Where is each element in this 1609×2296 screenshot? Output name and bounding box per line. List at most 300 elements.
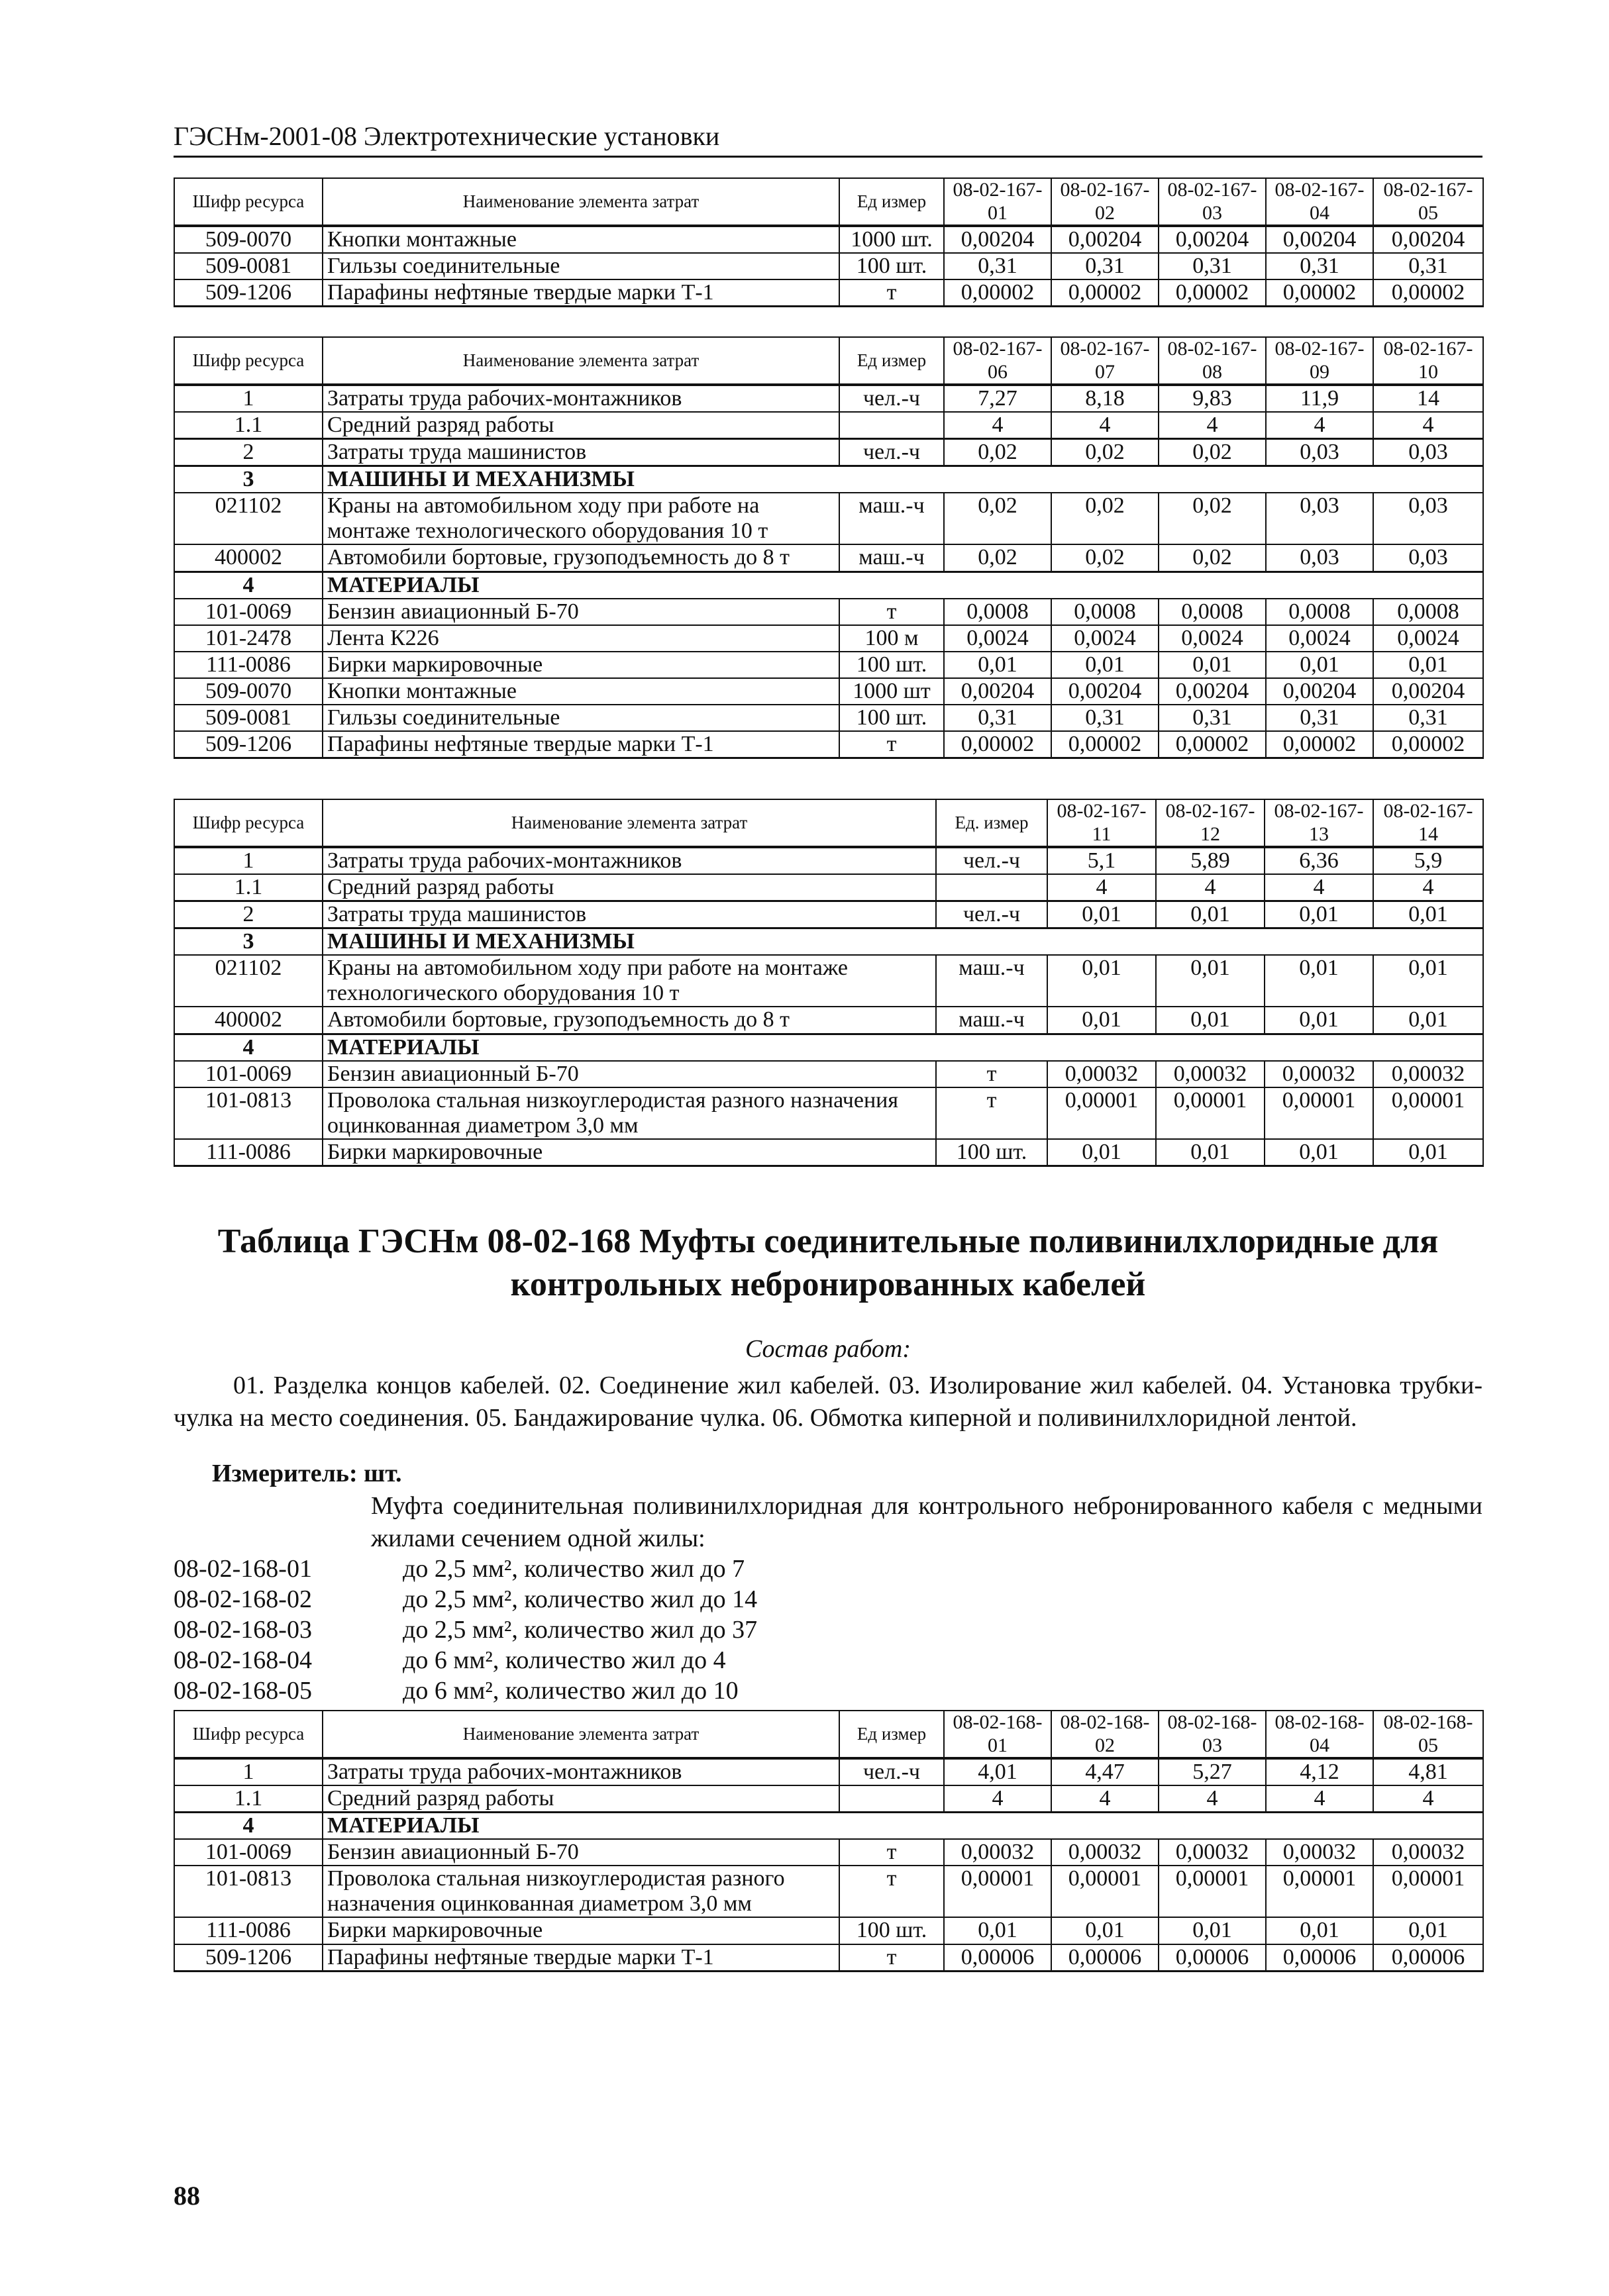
header-norm-code: 08-02-167-09 [1266,337,1373,385]
table-row [174,705,1483,731]
norm-value: 4 [1266,412,1373,439]
norm-value: 0,0008 [1373,599,1483,625]
norm-value: 0,01 [1051,652,1159,678]
norm-value: 0,01 [1051,1917,1159,1944]
resource-code: 1 [174,847,323,874]
norm-value: 0,02 [1159,493,1266,544]
norm-value: 0,02 [1051,493,1159,544]
resource-code: 2 [174,901,323,928]
header-norm-code: 08-02-168-03 [1159,1711,1266,1758]
norm-value: 0,01 [1373,955,1483,1007]
section-name: МАШИНЫ И МЕХАНИЗМЫ [323,928,1483,956]
variant-item [174,1584,757,1615]
resource-name: Проволока стальная низкоуглеродистая разного назначения оцинкованная диаметром 3,0 мм [323,1087,936,1139]
resource-code: 509-0081 [174,705,323,731]
table-row [174,253,1483,279]
header-norm-code: 08-02-168-05 [1373,1711,1483,1758]
norm-value: 0,01 [1156,1139,1265,1166]
header-unit: Ед измер [839,1711,944,1758]
header-norm-code: 08-02-167-07 [1051,337,1159,385]
resource-code: 101-0069 [174,599,323,625]
header-name: Наименование элемента затрат [323,1711,839,1758]
norm-value: 0,01 [1373,901,1483,928]
resource-code: 4 [174,572,323,599]
resource-unit: чел.-ч [936,847,1047,874]
work-composition-label: Состав работ: [745,1335,911,1363]
table-header-row [174,337,1483,385]
section-row [174,572,1483,599]
resource-name: Бензин авиационный Б-70 [323,599,839,625]
header-code: Шифр ресурса [174,799,323,847]
header-norm-code: 08-02-167-05 [1373,178,1483,226]
resource-unit: 1000 шт. [839,226,944,253]
resource-code: 4 [174,1813,323,1840]
norm-value: 0,0024 [944,625,1051,652]
table-row [174,412,1483,439]
page-header: ГЭСНм-2001-08 Электротехнические установки [174,121,1482,158]
resource-code: 509-0070 [174,226,323,253]
norm-value: 0,01 [1159,1917,1266,1944]
table-row [174,955,1483,1007]
table-row [174,731,1483,758]
table-row [174,439,1483,466]
norm-value: 0,01 [1266,652,1373,678]
norm-value: 4 [1373,874,1483,901]
table-header-row [174,799,1483,847]
resource-code: 1 [174,385,323,412]
header-code: Шифр ресурса [174,178,323,226]
section-title: Таблица ГЭСНм 08-02-168 Муфты соединительные поливинилхлоридные для контрольных небронированных кабелей [217,1223,1439,1303]
header-norm-code: 08-02-168-04 [1266,1711,1373,1758]
norm-value: 0,02 [1159,544,1266,572]
resource-code: 111-0086 [174,1139,323,1166]
table-row [174,1139,1483,1166]
variant-code: 08-02-168-04 [174,1646,312,1674]
variant-text: до 2,5 мм², количество жил до 14 [403,1585,758,1613]
resource-name: Средний разряд работы [323,412,839,439]
resource-unit: 100 шт. [839,1917,944,1944]
norm-value: 0,00204 [1373,226,1483,253]
table-row [174,847,1483,874]
header-name: Наименование элемента затрат [323,178,839,226]
norm-value: 0,01 [1159,652,1266,678]
norm-value: 0,00032 [1051,1839,1159,1866]
resource-code: 509-1206 [174,279,323,307]
resource-code: 509-0070 [174,678,323,705]
header-norm-code: 08-02-167-11 [1047,799,1156,847]
norm-value: 0,00001 [1373,1087,1483,1139]
norm-value: 8,18 [1051,385,1159,412]
resource-name: Бензин авиационный Б-70 [323,1839,839,1866]
resource-name: Бирки маркировочные [323,652,839,678]
norm-value: 0,01 [944,652,1051,678]
resource-name: Затраты труда рабочих-монтажников [323,1758,839,1785]
resource-code: 101-0069 [174,1061,323,1087]
norm-value: 0,01 [1047,955,1156,1007]
table-row [174,226,1483,253]
variant-item [174,1645,757,1675]
norm-value: 0,0024 [1373,625,1483,652]
norm-value: 11,9 [1266,385,1373,412]
norm-value: 0,01 [1047,901,1156,928]
resource-code: 101-2478 [174,625,323,652]
norm-value: 0,00006 [1373,1944,1483,1972]
norm-value: 0,01 [1265,901,1373,928]
norm-value: 0,00204 [1266,678,1373,705]
resource-unit: т [839,279,944,307]
header-norm-code: 08-02-167-03 [1159,178,1266,226]
norm-value: 6,36 [1265,847,1373,874]
table-row [174,874,1483,901]
norm-value: 0,03 [1266,493,1373,544]
norm-value: 0,01 [1373,1007,1483,1034]
norm-value: 0,01 [1156,1007,1265,1034]
norm-value: 4,81 [1373,1758,1483,1785]
norm-value: 0,01 [1156,901,1265,928]
norm-value: 0,00204 [944,678,1051,705]
resource-code: 509-1206 [174,731,323,758]
norm-value: 4,47 [1051,1758,1159,1785]
norm-value: 0,02 [1051,439,1159,466]
norm-value: 0,02 [944,439,1051,466]
resource-unit: т [936,1087,1047,1139]
resource-unit: маш.-ч [839,493,944,544]
resource-unit: 1000 шт [839,678,944,705]
resource-unit: т [936,1061,1047,1087]
norm-value: 0,31 [944,705,1051,731]
norm-value: 0,0024 [1266,625,1373,652]
section-name: МАШИНЫ И МЕХАНИЗМЫ [323,466,1483,493]
norm-value: 4 [1373,412,1483,439]
page-number: 88 [174,2181,200,2211]
norm-value: 0,03 [1373,544,1483,572]
header-norm-code: 08-02-168-01 [944,1711,1051,1758]
resource-name: Парафины нефтяные твердые марки Т-1 [323,731,839,758]
norm-value: 5,27 [1159,1758,1266,1785]
table-row [174,1007,1483,1034]
resource-code: 400002 [174,544,323,572]
norm-value: 0,03 [1373,493,1483,544]
resource-name: Затраты труда рабочих-монтажников [323,847,936,874]
resource-name: Бирки маркировочные [323,1139,936,1166]
resource-unit: 100 м [839,625,944,652]
norm-value: 0,00204 [1159,678,1266,705]
work-composition-text: 01. Разделка концов кабелей. 02. Соединение жил кабелей. 03. Изолирование жил кабелей. 04. Установка трубки-чулка на место соединения. 05. Бандажирование чулка. 06. Обмотка киперной и поливинилхлоридной лентой. [174,1372,1482,1432]
resource-code: 1.1 [174,874,323,901]
norm-value: 0,31 [1051,705,1159,731]
section-row [174,466,1483,493]
resource-name: Гильзы соединительные [323,705,839,731]
header-name: Наименование элемента затрат [323,337,839,385]
table-row [174,1944,1483,1972]
norm-value: 4,01 [944,1758,1051,1785]
norm-value: 0,00032 [1373,1061,1483,1087]
table-row [174,1785,1483,1813]
norm-value: 0,00001 [1159,1866,1266,1917]
table-row [174,544,1483,572]
norm-value: 0,01 [1047,1139,1156,1166]
norm-value: 0,01 [1373,1917,1483,1944]
norm-value: 0,01 [1265,1139,1373,1166]
norm-value: 4 [1159,412,1266,439]
header-code: Шифр ресурса [174,337,323,385]
header-norm-code: 08-02-167-02 [1051,178,1159,226]
norm-value: 0,0008 [1051,599,1159,625]
table-row [174,1061,1483,1087]
norm-value: 0,00001 [1156,1087,1265,1139]
table-row [174,901,1483,928]
norm-value: 0,00001 [1265,1087,1373,1139]
norm-value: 0,00002 [1159,731,1266,758]
norm-value: 0,00032 [1159,1839,1266,1866]
table-row [174,385,1483,412]
header-norm-code: 08-02-167-01 [944,178,1051,226]
norm-value: 4 [1266,1785,1373,1813]
norm-value: 0,00002 [1051,731,1159,758]
resource-unit: маш.-ч [839,544,944,572]
resource-code: 2 [174,439,323,466]
table-row [174,279,1483,307]
resource-code: 111-0086 [174,652,323,678]
header-name: Наименование элемента затрат [323,799,936,847]
norm-value: 0,00001 [1051,1866,1159,1917]
header-norm-code: 08-02-167-12 [1156,799,1265,847]
norm-value: 0,00032 [1266,1839,1373,1866]
variant-list [174,1554,757,1706]
resource-code: 101-0813 [174,1087,323,1139]
norm-value: 0,00001 [1266,1866,1373,1917]
norm-value: 0,00032 [944,1839,1051,1866]
resource-name: Краны на автомобильном ходу при работе на монтаже технологического оборудования 10 т [323,955,936,1007]
norm-value: 7,27 [944,385,1051,412]
variant-item [174,1554,757,1584]
norm-value: 0,00006 [1266,1944,1373,1972]
norm-value: 0,01 [1265,955,1373,1007]
resource-name: Проволока стальная низкоуглеродистая разного назначения оцинкованная диаметром 3,0 мм [323,1866,839,1917]
resource-table-3 [174,799,1484,1167]
header-unit: Ед измер [839,337,944,385]
resource-unit: чел.-ч [839,439,944,466]
norm-value: 0,31 [944,253,1051,279]
variant-code: 08-02-168-05 [174,1677,312,1705]
resource-unit [839,1785,944,1813]
resource-table-2 [174,336,1484,759]
resource-code: 509-0081 [174,253,323,279]
norm-value: 5,1 [1047,847,1156,874]
norm-value: 0,00204 [1159,226,1266,253]
norm-value: 0,31 [1373,253,1483,279]
norm-value: 4 [1051,1785,1159,1813]
table-row [174,599,1483,625]
resource-code: 021102 [174,493,323,544]
resource-unit: т [839,731,944,758]
header-norm-code: 08-02-168-02 [1051,1711,1159,1758]
norm-value: 0,03 [1266,439,1373,466]
norm-value: 0,00204 [1373,678,1483,705]
norm-value: 0,01 [1266,1917,1373,1944]
variant-text: до 6 мм², количество жил до 10 [403,1677,739,1705]
resource-unit: 100 шт. [839,705,944,731]
norm-value: 0,31 [1373,705,1483,731]
norm-value: 0,00204 [944,226,1051,253]
variant-code: 08-02-168-03 [174,1616,312,1644]
header-norm-code: 08-02-167-10 [1373,337,1483,385]
variant-text: до 2,5 мм², количество жил до 37 [403,1616,758,1644]
norm-value: 0,00006 [944,1944,1051,1972]
resource-code: 021102 [174,955,323,1007]
norm-value: 0,00002 [1051,279,1159,307]
norm-value: 0,00002 [1373,731,1483,758]
variant-text: до 6 мм², количество жил до 4 [403,1646,726,1674]
resource-unit: т [839,599,944,625]
resource-code: 1.1 [174,412,323,439]
header-code: Шифр ресурса [174,1711,323,1758]
norm-value: 4 [1159,1785,1266,1813]
norm-value: 0,01 [1156,955,1265,1007]
item-description: Муфта соединительная поливинилхлоридная для контрольного небронированного кабеля с медными жилами сечением одной жилы: [371,1492,1482,1553]
norm-value: 4 [1047,874,1156,901]
norm-value: 0,01 [1373,1139,1483,1166]
table-row [174,652,1483,678]
resource-name: Гильзы соединительные [323,253,839,279]
norm-value: 5,89 [1156,847,1265,874]
norm-value: 0,00001 [944,1866,1051,1917]
resource-code: 101-0813 [174,1866,323,1917]
resource-unit: т [839,1944,944,1972]
norm-value: 0,02 [1159,439,1266,466]
table-row [174,1839,1483,1866]
resource-name: Бензин авиационный Б-70 [323,1061,936,1087]
resource-unit [936,874,1047,901]
norm-value: 0,03 [1266,544,1373,572]
variant-code: 08-02-168-02 [174,1585,312,1613]
section-row [174,1034,1483,1061]
section-name: МАТЕРИАЛЫ [323,572,1483,599]
section-name: МАТЕРИАЛЫ [323,1813,1483,1840]
norm-value: 4 [944,412,1051,439]
table-header-row [174,178,1483,226]
table-row [174,625,1483,652]
resource-unit: 100 шт. [936,1139,1047,1166]
norm-value: 0,02 [1051,544,1159,572]
norm-value: 0,00002 [1266,731,1373,758]
norm-value: 0,01 [1373,652,1483,678]
norm-value: 0,0024 [1159,625,1266,652]
resource-name: Затраты труда машинистов [323,439,839,466]
table-row [174,678,1483,705]
resource-name: Краны на автомобильном ходу при работе на монтаже технологического оборудования 10 т [323,493,839,544]
section-name: МАТЕРИАЛЫ [323,1034,1483,1061]
resource-code: 101-0069 [174,1839,323,1866]
resource-unit: маш.-ч [936,955,1047,1007]
norm-value: 9,83 [1159,385,1266,412]
norm-value: 0,0024 [1051,625,1159,652]
norm-value: 0,02 [944,493,1051,544]
resource-code: 1 [174,1758,323,1785]
table-header-row [174,1711,1483,1758]
resource-unit: т [839,1866,944,1917]
variant-item [174,1675,757,1706]
variant-item [174,1615,757,1645]
norm-value: 0,00002 [1159,279,1266,307]
norm-value: 0,0008 [1266,599,1373,625]
resource-unit: маш.-ч [936,1007,1047,1034]
resource-name: Затраты труда машинистов [323,901,936,928]
resource-unit: чел.-ч [936,901,1047,928]
norm-value: 0,00032 [1047,1061,1156,1087]
resource-name: Парафины нефтяные твердые марки Т-1 [323,279,839,307]
norm-value: 0,31 [1266,253,1373,279]
norm-value: 0,00001 [1047,1087,1156,1139]
variant-text: до 2,5 мм², количество жил до 7 [403,1555,745,1583]
resource-code: 4 [174,1034,323,1061]
table-row [174,1866,1483,1917]
header-unit: Ед. измер [936,799,1047,847]
resource-table-4 [174,1710,1484,1972]
norm-value: 0,00032 [1156,1061,1265,1087]
section-row [174,928,1483,956]
norm-value: 4,12 [1266,1758,1373,1785]
norm-value: 0,31 [1051,253,1159,279]
norm-value: 0,31 [1159,705,1266,731]
resource-name: Автомобили бортовые, грузоподъемность до 8 т [323,544,839,572]
norm-value: 0,00204 [1051,226,1159,253]
resource-name: Лента К226 [323,625,839,652]
resource-name: Автомобили бортовые, грузоподъемность до 8 т [323,1007,936,1034]
norm-value: 0,00032 [1265,1061,1373,1087]
norm-value: 0,03 [1373,439,1483,466]
norm-value: 0,00002 [944,731,1051,758]
resource-unit: т [839,1839,944,1866]
norm-value: 0,02 [944,544,1051,572]
norm-value: 0,00002 [944,279,1051,307]
table-row [174,1917,1483,1944]
norm-value: 0,0008 [1159,599,1266,625]
resource-code: 3 [174,928,323,956]
norm-value: 4 [1265,874,1373,901]
norm-value: 0,31 [1266,705,1373,731]
resource-code: 111-0086 [174,1917,323,1944]
resource-name: Кнопки монтажные [323,678,839,705]
norm-value: 5,9 [1373,847,1483,874]
header-norm-code: 08-02-167-06 [944,337,1051,385]
resource-code: 509-1206 [174,1944,323,1972]
resource-unit: 100 шт. [839,652,944,678]
norm-value: 4 [1156,874,1265,901]
norm-value: 0,01 [1265,1007,1373,1034]
norm-value: 14 [1373,385,1483,412]
variant-code: 08-02-168-01 [174,1555,312,1583]
resource-unit: 100 шт. [839,253,944,279]
header-norm-code: 08-02-167-04 [1266,178,1373,226]
norm-value: 4 [1051,412,1159,439]
norm-value: 0,00001 [1373,1866,1483,1917]
resource-name: Средний разряд работы [323,874,936,901]
resource-name: Средний разряд работы [323,1785,839,1813]
norm-value: 4 [944,1785,1051,1813]
table-row [174,493,1483,544]
resource-name: Парафины нефтяные твердые марки Т-1 [323,1944,839,1972]
norm-value: 4 [1373,1785,1483,1813]
table-row [174,1758,1483,1785]
resource-unit: чел.-ч [839,385,944,412]
norm-value: 0,00204 [1051,678,1159,705]
header-norm-code: 08-02-167-13 [1265,799,1373,847]
resource-code: 1.1 [174,1785,323,1813]
norm-value: 0,00002 [1266,279,1373,307]
resource-code: 3 [174,466,323,493]
header-unit: Ед измер [839,178,944,226]
